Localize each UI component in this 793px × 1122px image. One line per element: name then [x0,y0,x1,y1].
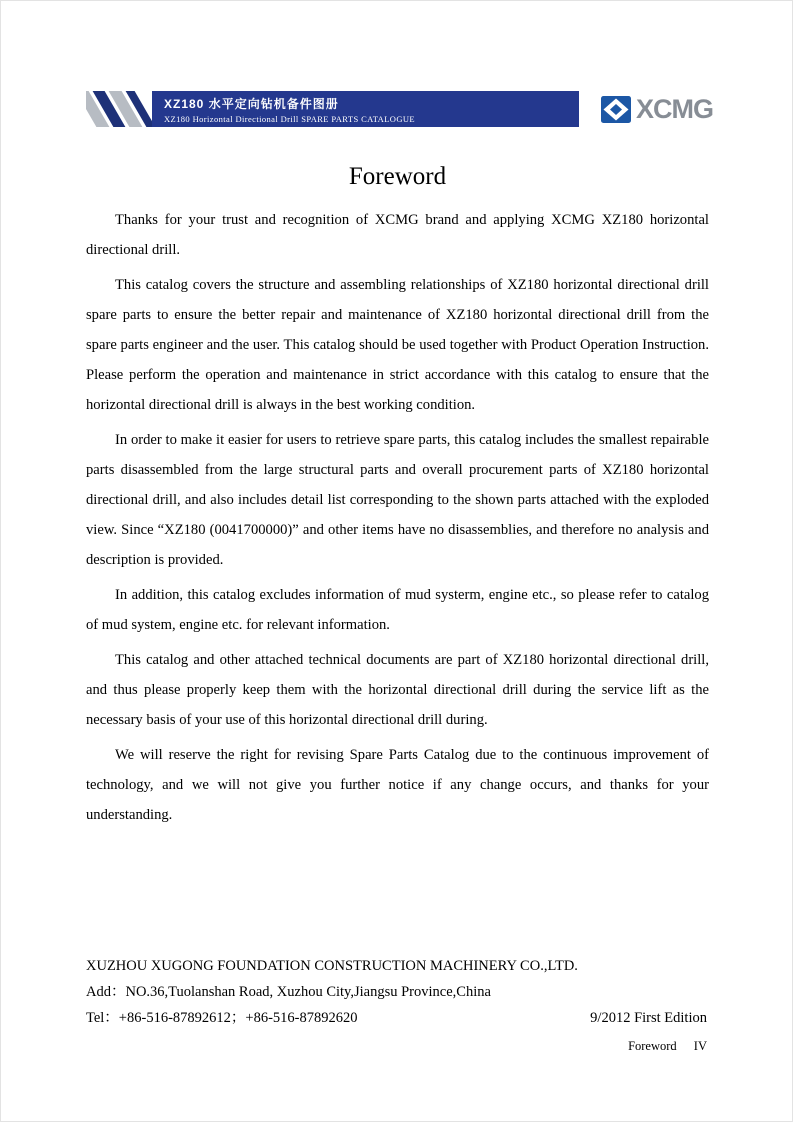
banner-title-english: XZ180 Horizontal Directional Drill SPARE PARTS CATALOGUE [164,113,416,124]
footer-page-number: IV [693,1039,707,1053]
page-title: Foreword [348,163,447,190]
document-footer [86,953,707,1031]
edition-label: 9/2012 First Edition [590,1010,707,1026]
paragraph-2: This catalog covers the structure and assembling relationships of XZ180 horizontal directional drill spare parts to ensure the better repair and maintenance of XZ180 horizontal directional drill from the spare parts engineer and the user. This catalog should be used together with Product Operation Instruction. Please perform the operation and maintenance in strict accordance with this catalog to ensure that the horizontal directional drill is always in the best working condition. [86,277,709,413]
paragraph-3: In order to make it easier for users to retrieve spare parts, this catalog includes the smallest repairable parts disassembled from the large structural parts and overall procurement parts of XZ180 horizontal directional drill, and also includes detail list corresponding to the shown parts attached with the exploded view. Since “XZ180 (0041700000)” and other items have no disassemblies, and therefore no analysis and description is provided. [86,432,709,568]
xcmg-logo-text: XCMG [636,93,713,124]
banner-title-block [152,91,579,127]
paragraph-4: In addition, this catalog excludes information of mud systerm, engine etc., so please refer to catalog of mud system, engine etc. for relevant information. [86,587,709,633]
xcmg-logo-icon [601,96,631,123]
company-name: XUZHOU XUGONG FOUNDATION CONSTRUCTION MACHINERY CO.,LTD. [86,958,578,974]
banner-chevron-decoration [86,91,152,127]
page-number-row [628,1039,707,1054]
document-body [86,163,709,835]
paragraph-1: Thanks for your trust and recognition of XCMG brand and applying XCMG XZ180 horizontal directional drill. [86,212,709,258]
paragraph-6: We will reserve the right for revising Spare Parts Catalog due to the continuous improvement of technology, and we will not give you further notice if any change occurs, and thanks for your understanding. [86,747,709,823]
header-banner [86,91,713,127]
paragraph-5: This catalog and other attached technical documents are part of XZ180 horizontal directional drill, and thus please properly keep them with the horizontal directional drill during the service lift as the necessary basis of your use of this horizontal directional drill during. [86,652,709,728]
contact-row [86,1005,707,1031]
company-telephone: Tel：+86-516-87892612；+86-516-87892620 [86,1010,358,1026]
xcmg-logo [579,91,713,127]
footer-section-label: Foreword [628,1039,677,1053]
banner-title-chinese: XZ180 水平定向钻机备件图册 [164,96,339,111]
company-address: Add：NO.36,Tuolanshan Road, Xuzhou City,Jiangsu Province,China [86,984,491,1000]
